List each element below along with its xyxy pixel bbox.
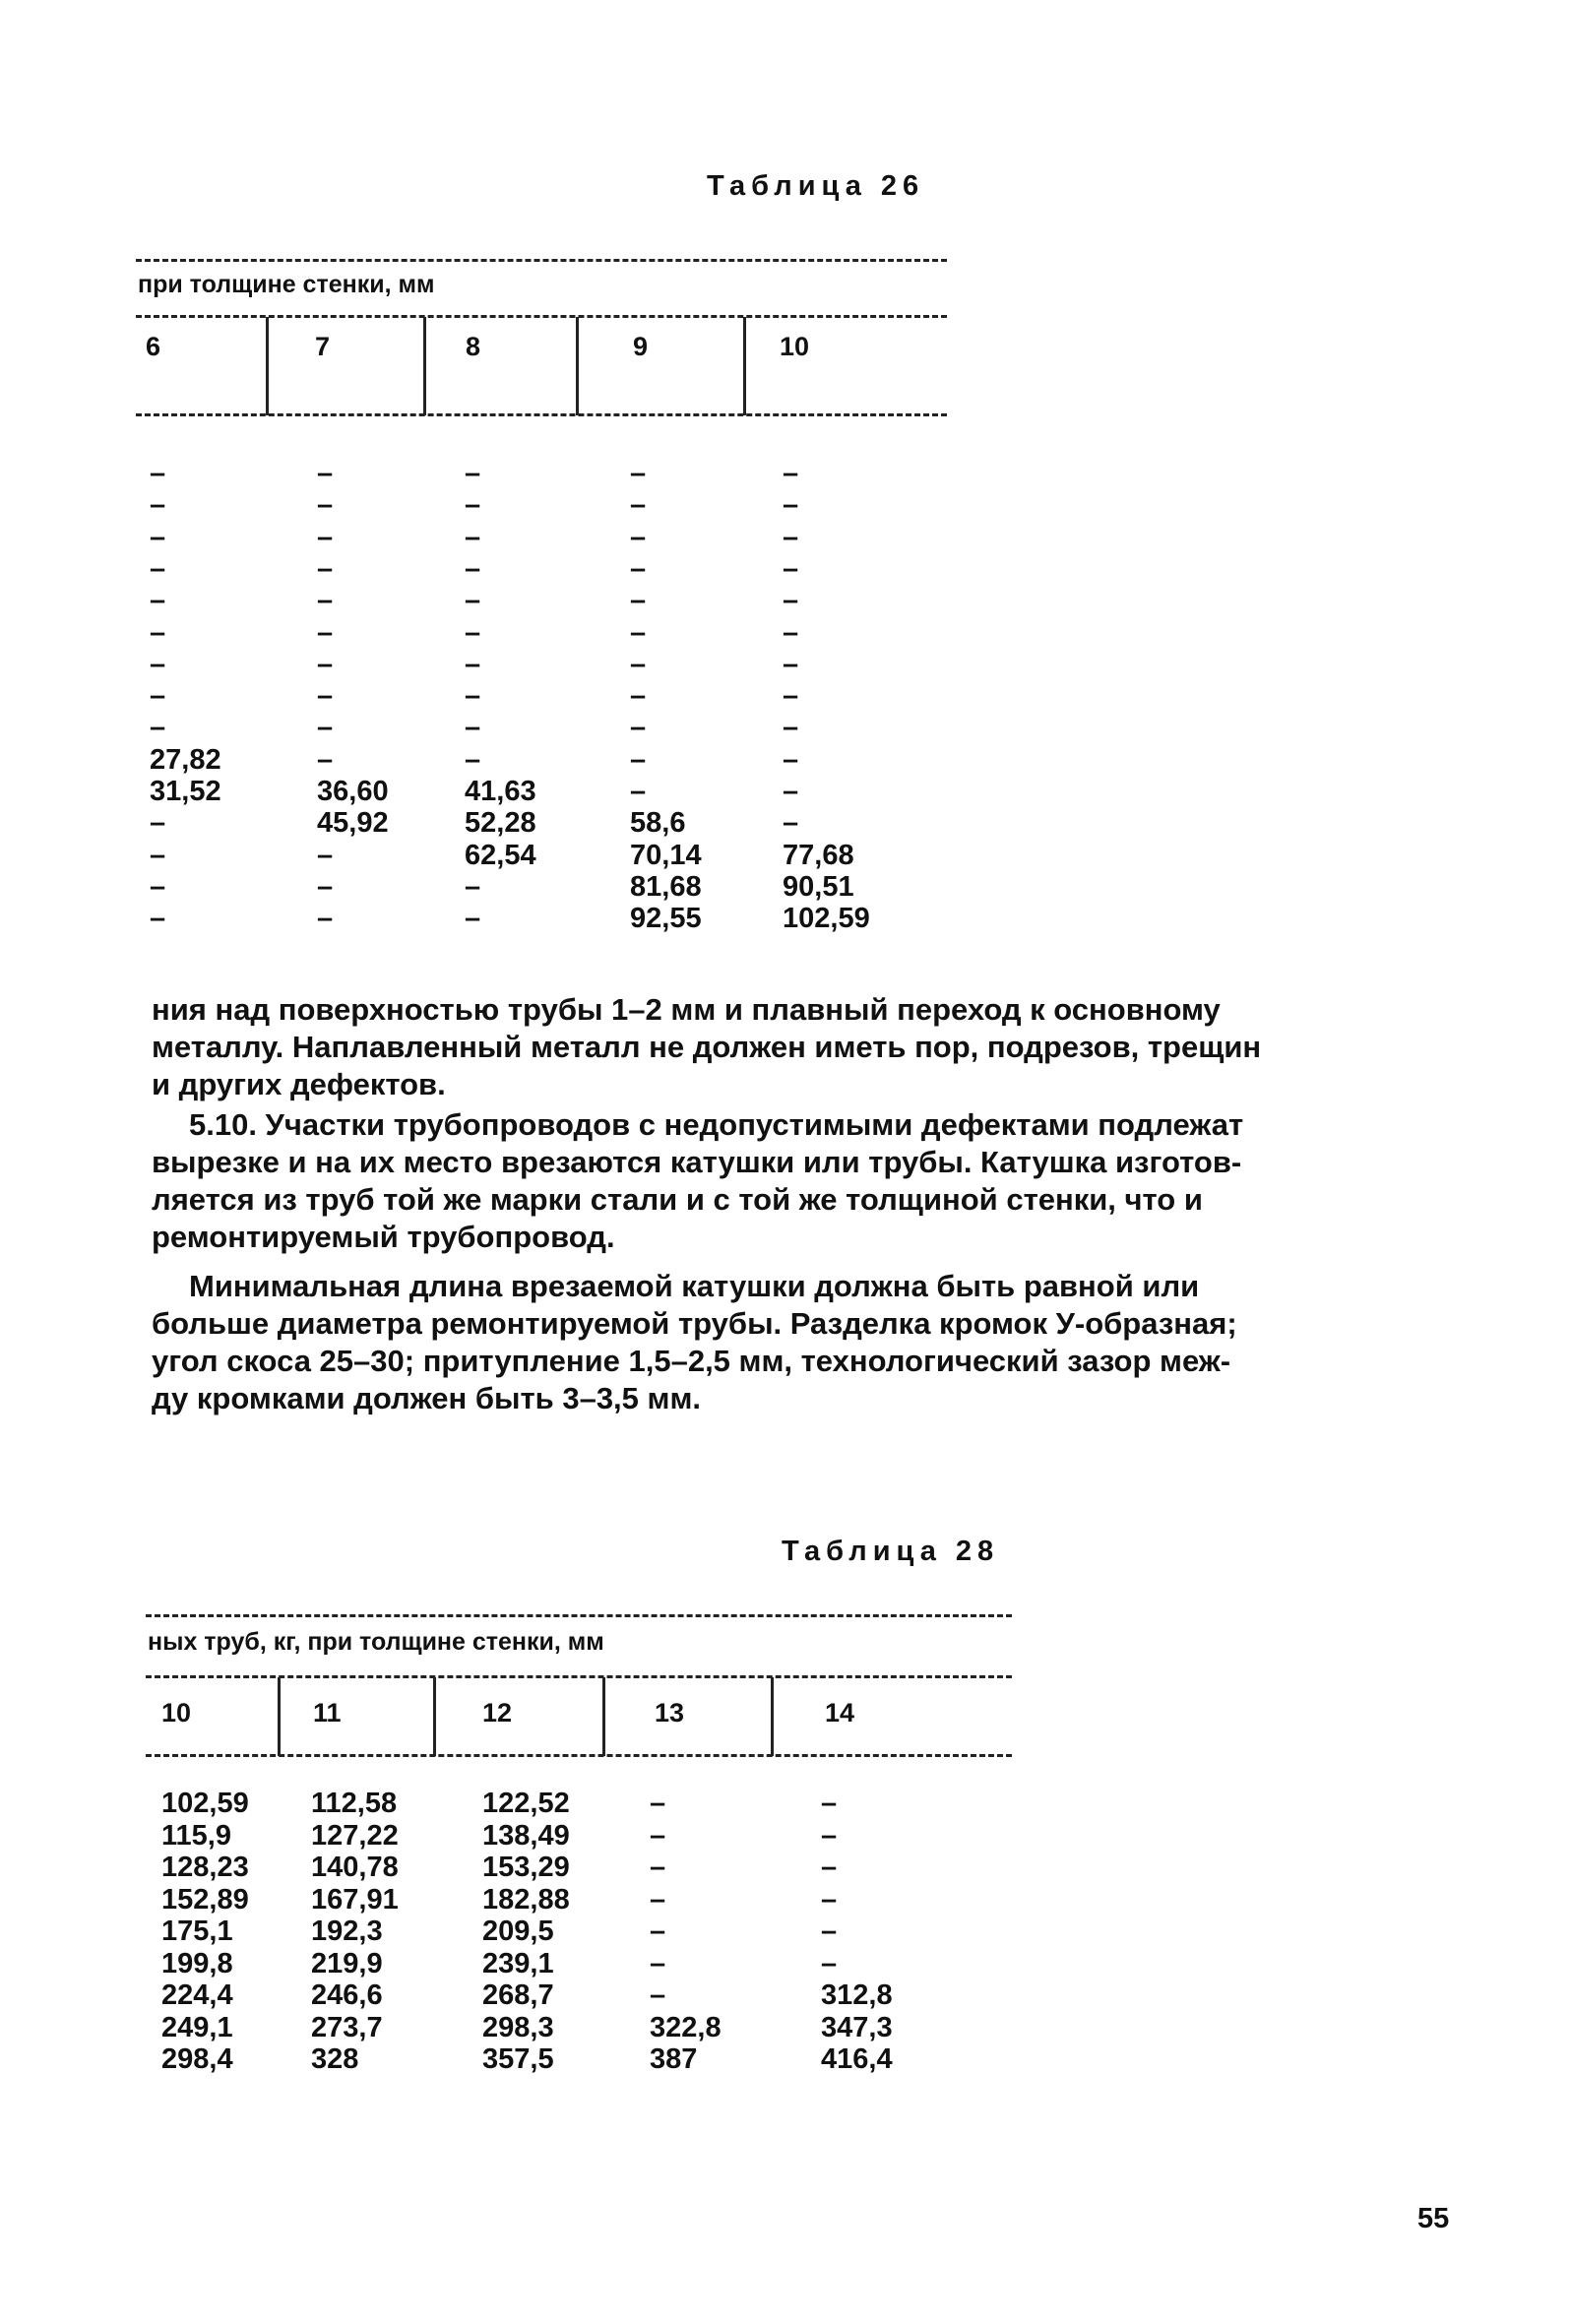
table-26-col-header: 9 — [633, 332, 649, 361]
table-26-cell: 70,14 — [630, 839, 702, 871]
table-28-cell: – — [650, 1916, 666, 1947]
table-28-cell: 219,9 — [311, 1947, 383, 1979]
table-28-cell: – — [650, 1947, 666, 1979]
table-26-cell: – — [317, 552, 334, 585]
table-28-header-text: ных труб, кг, при толщине стенки, мм — [148, 1628, 604, 1656]
table-28-cell: 357,5 — [482, 2043, 554, 2075]
text-line: больше диаметра ремонтируемой трубы. Разделка кромок У-образная; — [152, 1306, 1237, 1341]
text-line: ду кромками должен быть 3–3,5 мм. — [152, 1381, 701, 1415]
text-line: 5.10. Участки трубопроводов с недопустимыми дефектами подлежат — [189, 1107, 1244, 1142]
table-28-cell: 182,88 — [482, 1883, 570, 1916]
table-26-cell: – — [150, 489, 166, 522]
table-28-cell: 115,9 — [161, 1819, 231, 1852]
table-28-body-rule — [146, 1754, 1012, 1757]
table-26-cell: – — [465, 616, 481, 649]
table-28-col-header: 12 — [482, 1698, 513, 1727]
table-28-col-header: 13 — [655, 1698, 685, 1727]
table-28-cell: – — [821, 1916, 838, 1947]
table-26-cell: – — [317, 489, 334, 522]
table-26-caption: Таблица 26 — [707, 170, 925, 202]
table-26-top-rule — [136, 259, 947, 262]
table-28-caption: Таблица 28 — [782, 1536, 1000, 1567]
table-28-cell: – — [650, 1819, 666, 1852]
table-28-cell: 209,5 — [482, 1916, 554, 1947]
table-26-cell: – — [317, 839, 334, 871]
table-28-cell: 112,58 — [311, 1788, 398, 1819]
table-28-cell: 167,91 — [311, 1883, 399, 1916]
table-28-cell: 199,8 — [161, 1947, 233, 1979]
table-26-cell: – — [150, 680, 166, 713]
table-28-cell: – — [821, 1788, 838, 1819]
table-28-cell: 175,1 — [161, 1916, 233, 1947]
table-28-cell: 239,1 — [482, 1947, 554, 1979]
table-26-cell: – — [783, 680, 799, 713]
table-26-cell: – — [783, 648, 799, 680]
table-28-cell: 138,49 — [482, 1819, 570, 1852]
table-26-cell: – — [630, 552, 647, 585]
text-line: вырезке и на их место врезаются катушки или трубы. Катушка изготов- — [152, 1145, 1242, 1179]
table-26-cell: – — [630, 458, 647, 489]
table-26-header-rule — [136, 315, 947, 318]
table-28-cell: – — [821, 1947, 838, 1979]
table-26-cell: – — [150, 552, 166, 585]
paragraph-continuation — [152, 991, 1431, 1103]
table-28-cell: – — [650, 1883, 666, 1916]
table-28-cell: – — [821, 1819, 838, 1852]
table-28-cell: – — [650, 1852, 666, 1883]
table-26-cell: – — [630, 712, 647, 744]
table-26-cell: 81,68 — [630, 870, 702, 903]
table-26-cell: – — [783, 616, 799, 649]
table-26-cell: 92,55 — [630, 903, 702, 935]
table-26-cell: – — [630, 648, 647, 680]
table-26-cell: – — [783, 776, 799, 807]
table-26-cell: – — [317, 585, 334, 617]
table-26-cell: – — [465, 458, 481, 489]
table-28-cell: 192,3 — [311, 1916, 383, 1947]
table-26-cell: – — [465, 870, 481, 903]
table-28-cell: 322,8 — [650, 2011, 722, 2043]
table-26-cell: – — [630, 585, 647, 617]
table-26-cell: – — [783, 521, 799, 553]
table-28-cell: 122,52 — [482, 1788, 570, 1819]
table-28-cell: – — [821, 1852, 838, 1883]
table-26-cell: – — [783, 552, 799, 585]
table-26-cell: – — [150, 870, 166, 903]
table-26-cell: – — [317, 458, 334, 489]
table-26-cell: 77,68 — [783, 839, 854, 871]
paragraph-5-10 — [152, 1106, 1431, 1256]
table-26-col-divider — [743, 317, 746, 415]
table-26-cell: – — [317, 870, 334, 903]
table-28-cell: 328 — [311, 2043, 359, 2075]
table-26-cell: – — [630, 489, 647, 522]
table-28-cell: 273,7 — [311, 2011, 383, 2043]
table-26-cell: – — [630, 616, 647, 649]
table-26-cell: – — [150, 903, 166, 935]
text-line: ремонтируемый трубопровод. — [152, 1220, 615, 1254]
table-28-cell: 153,29 — [482, 1852, 570, 1883]
table-26-cell: – — [465, 648, 481, 680]
table-26-cell: – — [783, 458, 799, 489]
text-line: ния над поверхностью трубы 1–2 мм и плавный переход к основному — [152, 992, 1221, 1027]
table-26-body-rule — [136, 413, 947, 416]
table-26-cell: – — [150, 807, 166, 840]
table-26-cell: – — [465, 743, 481, 776]
table-28-cell: – — [650, 1788, 666, 1819]
table-28-cell: – — [821, 1883, 838, 1916]
table-26-cell: – — [150, 648, 166, 680]
table-26-header-text: при толщине стенки, мм — [138, 271, 435, 298]
table-28-cell: 347,3 — [821, 2011, 893, 2043]
table-26-cell: 90,51 — [783, 870, 854, 903]
table-28-col-header: 14 — [825, 1698, 855, 1727]
table-28-col-header: 11 — [313, 1698, 342, 1727]
table-28-cell: 127,22 — [311, 1819, 399, 1852]
table-26-cell: 52,28 — [465, 807, 536, 840]
table-26-cell: – — [150, 712, 166, 744]
table-26-cell: – — [317, 616, 334, 649]
table-28-cell: 140,78 — [311, 1852, 399, 1883]
table-26-col-divider — [266, 317, 269, 415]
table-26-cell: – — [783, 712, 799, 744]
table-28-col-divider — [602, 1677, 605, 1756]
table-26-cell: – — [150, 839, 166, 871]
table-28-cell: 298,4 — [161, 2043, 233, 2075]
table-28-cell: 268,7 — [482, 1979, 554, 2011]
table-28-cell: 152,89 — [161, 1883, 249, 1916]
table-26-col-divider — [423, 317, 426, 415]
table-26-cell: 41,63 — [465, 776, 536, 807]
table-26-cell: 58,6 — [630, 807, 686, 840]
table-26-cell: – — [317, 712, 334, 744]
table-26-cell: – — [465, 712, 481, 744]
table-28-col-divider — [278, 1677, 281, 1756]
table-26-cell: – — [630, 776, 647, 807]
text-line: Минимальная длина врезаемой катушки должна быть равной или — [189, 1269, 1200, 1303]
table-26-cell: – — [317, 680, 334, 713]
table-26-cell: – — [630, 521, 647, 553]
table-26-cell: – — [150, 616, 166, 649]
table-26-col-header: 10 — [780, 332, 810, 361]
table-26-cell: – — [630, 680, 647, 713]
table-26-col-header: 8 — [466, 332, 481, 361]
table-28-top-rule — [146, 1614, 1012, 1617]
table-26-cell: – — [630, 743, 647, 776]
table-26-cell: – — [465, 585, 481, 617]
table-26-col-header: 6 — [146, 332, 161, 361]
text-line: ляется из труб той же марки стали и с той же толщиной стенки, что и — [152, 1182, 1203, 1217]
table-26-cell: – — [783, 489, 799, 522]
table-28-cell: 249,1 — [161, 2011, 233, 2043]
table-26-cell: 31,52 — [150, 776, 221, 807]
table-28-cell: 224,4 — [161, 1979, 233, 2011]
table-26-cell: – — [465, 521, 481, 553]
table-26-cell: – — [317, 648, 334, 680]
table-26-cell: – — [465, 552, 481, 585]
table-26-cell: – — [317, 903, 334, 935]
table-26-cell: 62,54 — [465, 839, 536, 871]
table-28-cell: 102,59 — [161, 1788, 249, 1819]
table-28-cell: 246,6 — [311, 1979, 383, 2011]
table-26-col-header: 7 — [315, 332, 331, 361]
table-26-cell: – — [783, 585, 799, 617]
table-26-cell: 27,82 — [150, 743, 221, 776]
table-26-cell: 102,59 — [783, 903, 870, 935]
table-26-cell: – — [465, 903, 481, 935]
table-26-cell: 45,92 — [317, 807, 389, 840]
table-28-cell: 312,8 — [821, 1979, 893, 2011]
paragraph-min-length — [152, 1268, 1431, 1417]
table-26-cell: – — [317, 521, 334, 553]
text-line: и других дефектов. — [152, 1067, 446, 1101]
text-line: металлу. Наплавленный металл не должен иметь пор, подрезов, трещин — [152, 1030, 1262, 1064]
table-26-cell: – — [465, 489, 481, 522]
table-26-cell: 36,60 — [317, 776, 389, 807]
table-26-cell: – — [783, 807, 799, 840]
table-26-cell: – — [150, 458, 166, 489]
table-26-cell: – — [783, 743, 799, 776]
table-26-cell: – — [465, 680, 481, 713]
table-26-cell: – — [150, 585, 166, 617]
table-28-header-rule — [146, 1675, 1012, 1678]
table-28-cell: – — [650, 1979, 666, 2011]
table-28-cell: 298,3 — [482, 2011, 554, 2043]
table-28-col-header: 10 — [161, 1698, 192, 1727]
text-line: угол скоса 25–30; притупление 1,5–2,5 мм, технологический зазор меж- — [152, 1344, 1231, 1378]
table-28-cell: 416,4 — [821, 2043, 893, 2075]
table-28-cell: 387 — [650, 2043, 698, 2075]
page-number: 55 — [1417, 2203, 1450, 2234]
table-28-cell: 128,23 — [161, 1852, 249, 1883]
table-28-col-divider — [771, 1677, 774, 1756]
table-26-cell: – — [317, 743, 334, 776]
table-28-col-divider — [433, 1677, 436, 1756]
table-26-col-divider — [576, 317, 579, 415]
table-26-cell: – — [150, 521, 166, 553]
